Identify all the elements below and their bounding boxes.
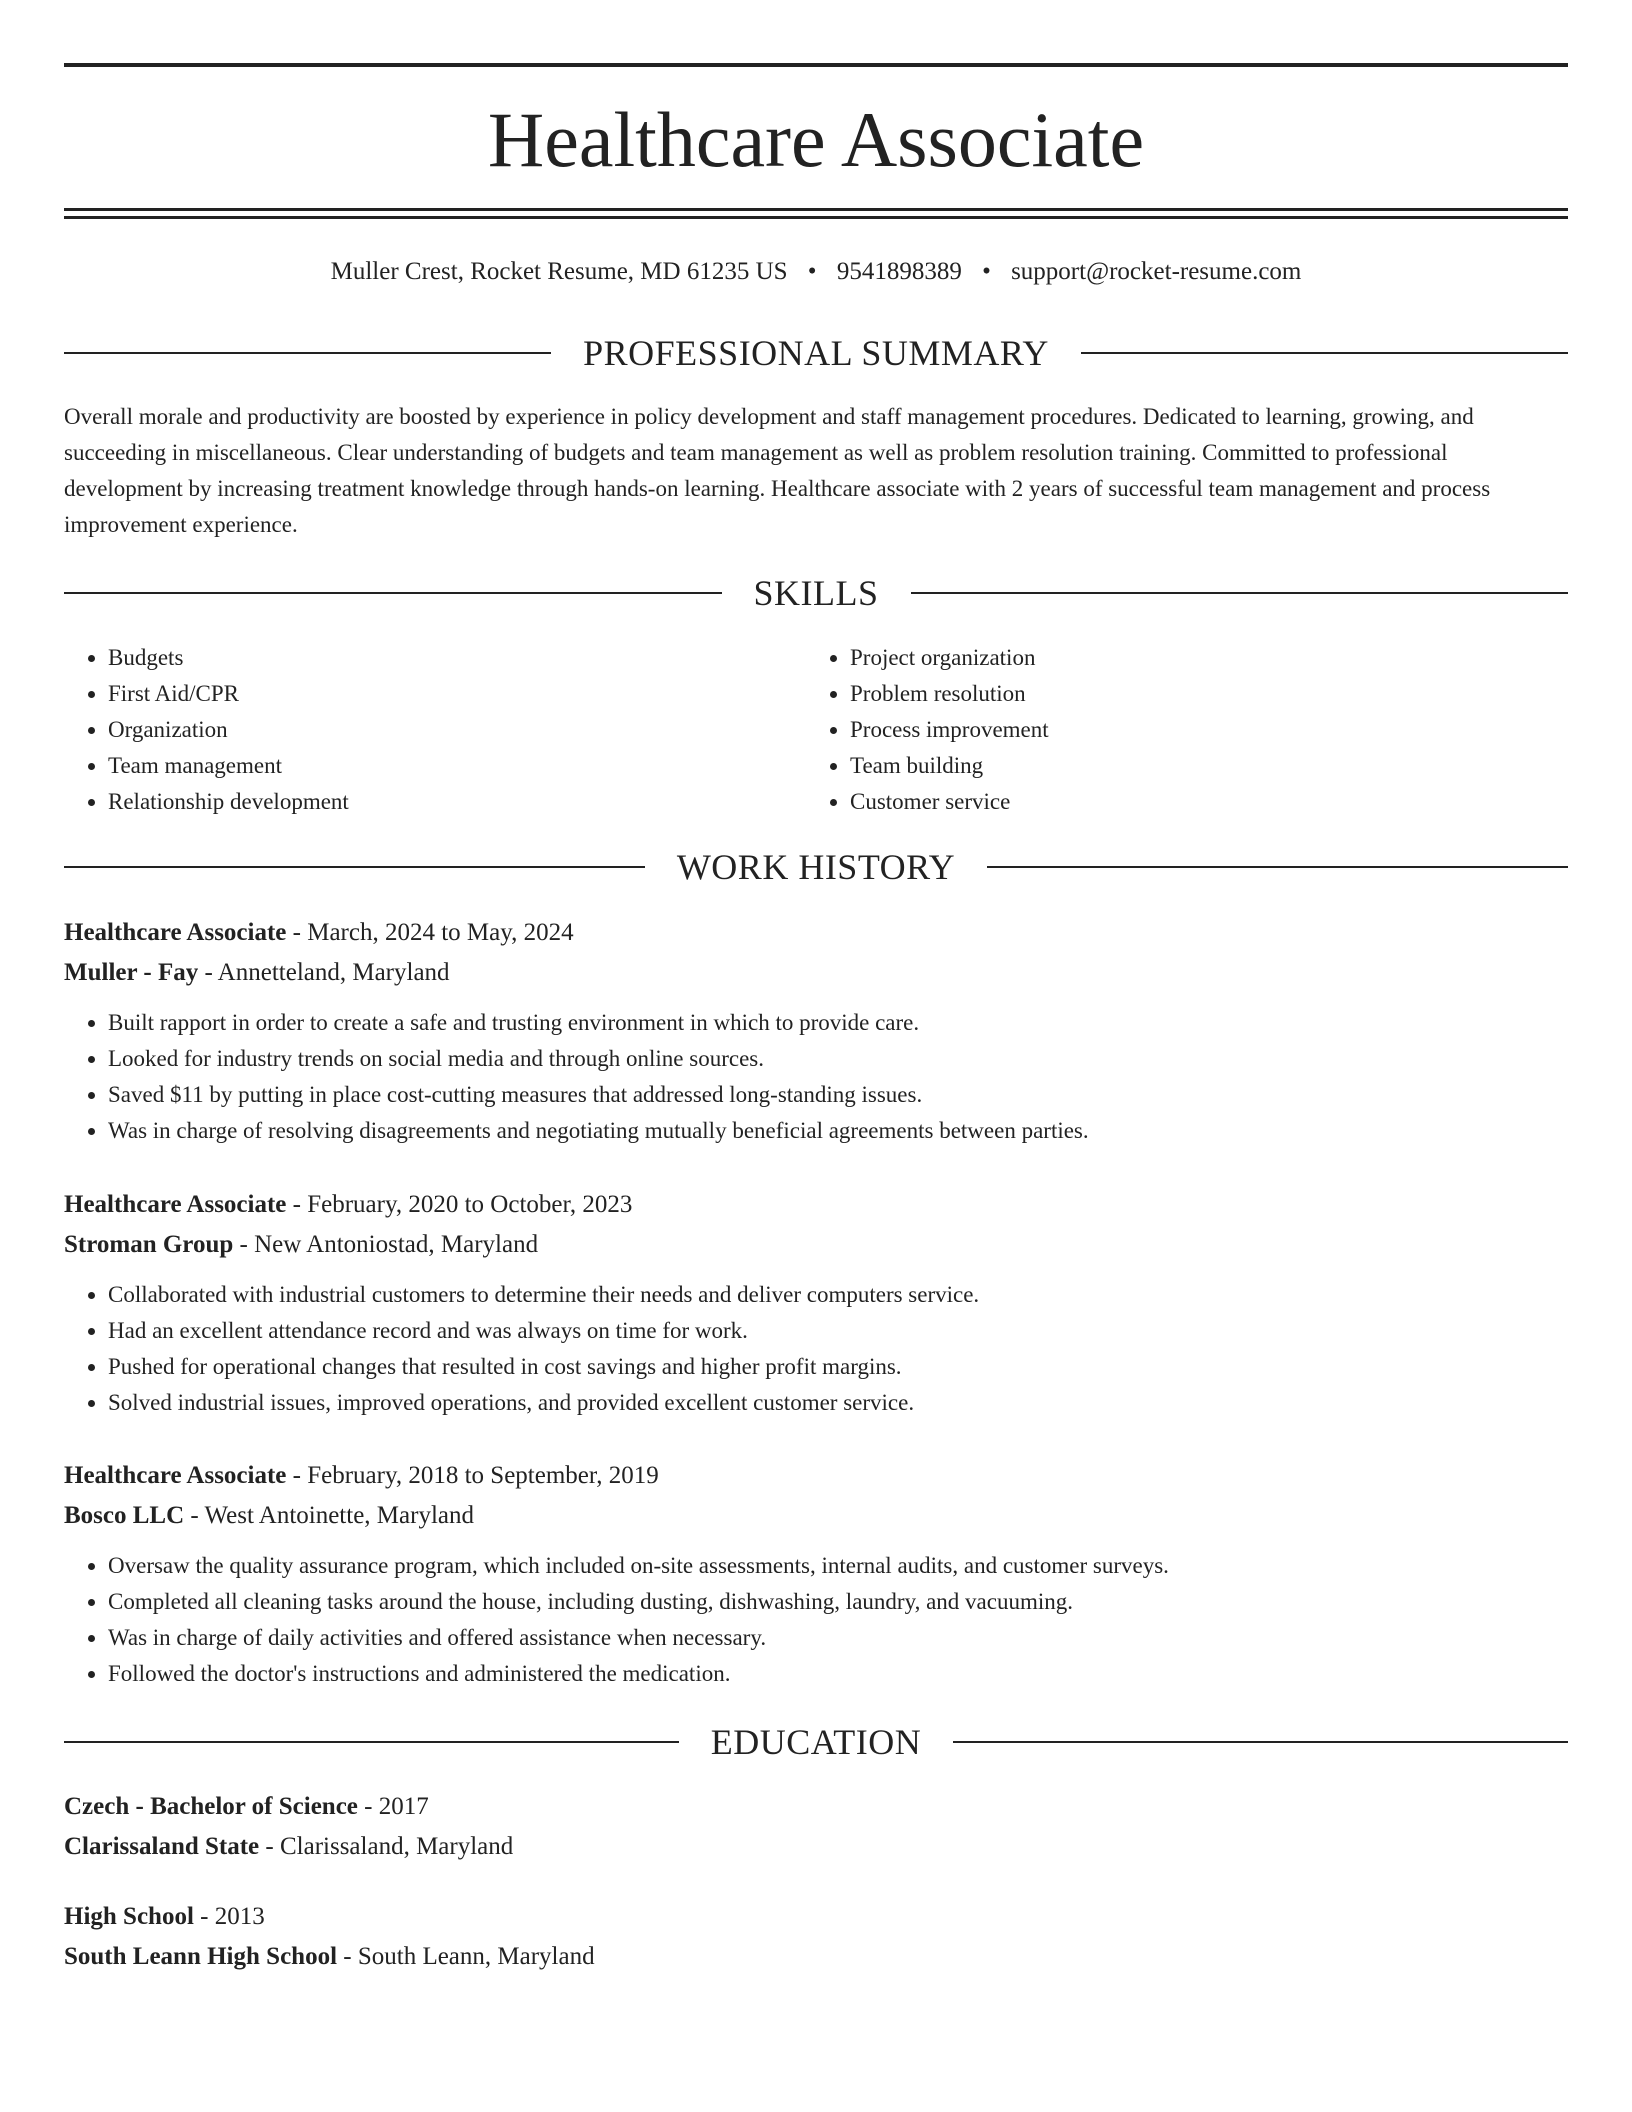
- degree-line: [64, 1897, 1568, 1937]
- skill-item: • Budgets: [108, 640, 806, 676]
- skill-item: • First Aid/CPR: [108, 676, 806, 712]
- summary-heading: [64, 330, 1568, 376]
- job-bullet: • Had an excellent attendance record and was always on time for work.: [108, 1313, 1568, 1349]
- job-employer: [64, 1496, 1568, 1536]
- contact-address: Muller Crest, Rocket Resume, MD 61235 US: [330, 258, 788, 285]
- company-location: - New Antoniostad, Maryland: [233, 1231, 539, 1258]
- double-rule-lower: [64, 216, 1568, 219]
- job-bullet: • Was in charge of daily activities and offered assistance when necessary.: [108, 1620, 1568, 1656]
- summary-title: PROFESSIONAL SUMMARY: [583, 333, 1049, 373]
- contact-phone: 9541898389: [836, 258, 962, 285]
- degree-line: [64, 1787, 1568, 1827]
- job-header: [64, 913, 1568, 953]
- work-entry: [64, 913, 1568, 1149]
- heading-rule-left: [64, 592, 722, 594]
- job-header: [64, 1456, 1568, 1496]
- job-bullet: • Was in charge of resolving disagreements and negotiating mutually beneficial agreements between parties.: [108, 1113, 1568, 1149]
- education-entry: [64, 1897, 1568, 1977]
- job-header: [64, 1185, 1568, 1225]
- heading-rule-right: [953, 1741, 1568, 1743]
- job-bullets: [64, 1548, 1568, 1692]
- job-title: Healthcare Associate: [64, 919, 287, 946]
- skill-item: • Team building: [850, 748, 1548, 784]
- school-location: - Clarissaland, Maryland: [259, 1833, 514, 1860]
- skills-heading: [64, 570, 1568, 616]
- job-bullets: [64, 1277, 1568, 1421]
- heading-rule-left: [64, 1741, 679, 1743]
- degree-name: High School: [64, 1903, 194, 1930]
- degree-name: Czech - Bachelor of Science: [64, 1793, 358, 1820]
- job-bullets: [64, 1005, 1568, 1149]
- heading-rule-left: [64, 866, 645, 868]
- job-bullet: • Followed the doctor's instructions and administered the medication.: [108, 1656, 1568, 1692]
- skills-column-left: [64, 640, 806, 820]
- skill-item: • Problem resolution: [850, 676, 1548, 712]
- company-location: - West Antoinette, Maryland: [184, 1502, 474, 1529]
- job-bullet: • Pushed for operational changes that resulted in cost savings and higher profit margins.: [108, 1349, 1568, 1385]
- heading-rule-right: [987, 866, 1568, 868]
- contact-separator: •: [807, 258, 817, 285]
- job-dates: - March, 2024 to May, 2024: [286, 919, 574, 946]
- double-rule-upper: [64, 208, 1568, 211]
- school-location: - South Leann, Maryland: [337, 1943, 595, 1970]
- job-bullet: • Collaborated with industrial customers to determine their needs and deliver computers service.: [108, 1277, 1568, 1313]
- job-title: Healthcare Associate: [64, 1191, 287, 1218]
- work-entry: [64, 1185, 1568, 1421]
- contact-line: [64, 254, 1568, 290]
- skill-item: • Project organization: [850, 640, 1548, 676]
- contact-email: support@rocket-resume.com: [1011, 258, 1302, 285]
- job-employer: [64, 1225, 1568, 1265]
- company-name: Bosco LLC: [64, 1502, 185, 1529]
- skill-item: • Customer service: [850, 784, 1548, 820]
- school-line: [64, 1827, 1568, 1867]
- job-bullet: • Solved industrial issues, improved operations, and provided excellent customer service.: [108, 1385, 1568, 1421]
- job-title: Healthcare Associate: [64, 1462, 287, 1489]
- job-bullet: • Saved $11 by putting in place cost-cutting measures that addressed long-standing issues.: [108, 1077, 1568, 1113]
- job-bullet: • Completed all cleaning tasks around the house, including dusting, dishwashing, laundry, and vacuuming.: [108, 1584, 1568, 1620]
- job-dates: - February, 2020 to October, 2023: [286, 1191, 633, 1218]
- skill-item: • Organization: [108, 712, 806, 748]
- heading-rule-right: [911, 592, 1569, 594]
- heading-rule-left: [64, 352, 551, 354]
- skill-item: • Relationship development: [108, 784, 806, 820]
- work-entry: [64, 1456, 1568, 1692]
- school-name: Clarissaland State: [64, 1833, 260, 1860]
- job-bullet: • Oversaw the quality assurance program, which included on-site assessments, internal audits, and customer surveys.: [108, 1548, 1568, 1584]
- school-name: South Leann High School: [64, 1943, 338, 1970]
- top-rule: [64, 63, 1568, 67]
- degree-year: - 2017: [357, 1793, 429, 1820]
- skill-item: • Process improvement: [850, 712, 1548, 748]
- job-bullet: • Built rapport in order to create a safe and trusting environment in which to provide care.: [108, 1005, 1568, 1041]
- education-heading: [64, 1719, 1568, 1765]
- contact-separator: •: [982, 258, 991, 285]
- work-heading: [64, 844, 1568, 890]
- school-line: [64, 1937, 1568, 1977]
- skill-item: • Team management: [108, 748, 806, 784]
- skills-column-right: [806, 640, 1548, 820]
- company-name: Stroman Group: [64, 1231, 234, 1258]
- work-title: WORK HISTORY: [676, 847, 956, 887]
- job-dates: - February, 2018 to September, 2019: [286, 1462, 659, 1489]
- education-entry: [64, 1787, 1568, 1867]
- education-title: EDUCATION: [710, 1722, 922, 1762]
- heading-rule-right: [1081, 352, 1568, 354]
- skills-title: SKILLS: [753, 573, 879, 613]
- company-name: Muller - Fay: [64, 959, 199, 986]
- skills-list: [64, 640, 1568, 820]
- degree-year: - 2013: [193, 1903, 265, 1930]
- resume-name: Healthcare Associate: [487, 96, 1145, 183]
- job-bullet: • Looked for industry trends on social media and through online sources.: [108, 1041, 1568, 1077]
- job-employer: [64, 953, 1568, 993]
- summary-text: Overall morale and productivity are boosted by experience in policy development and staff management procedures. Dedicated to learning, growing, and succeeding in miscellaneous. Clear understanding of budgets and team management as well as problem resolution training. Committed to professional development by increasing treatment knowledge through hands-on learning. Healthcare associate with 2 years of successful team management and process improvement experience.: [64, 404, 1491, 537]
- company-location: - Annetteland, Maryland: [198, 959, 450, 986]
